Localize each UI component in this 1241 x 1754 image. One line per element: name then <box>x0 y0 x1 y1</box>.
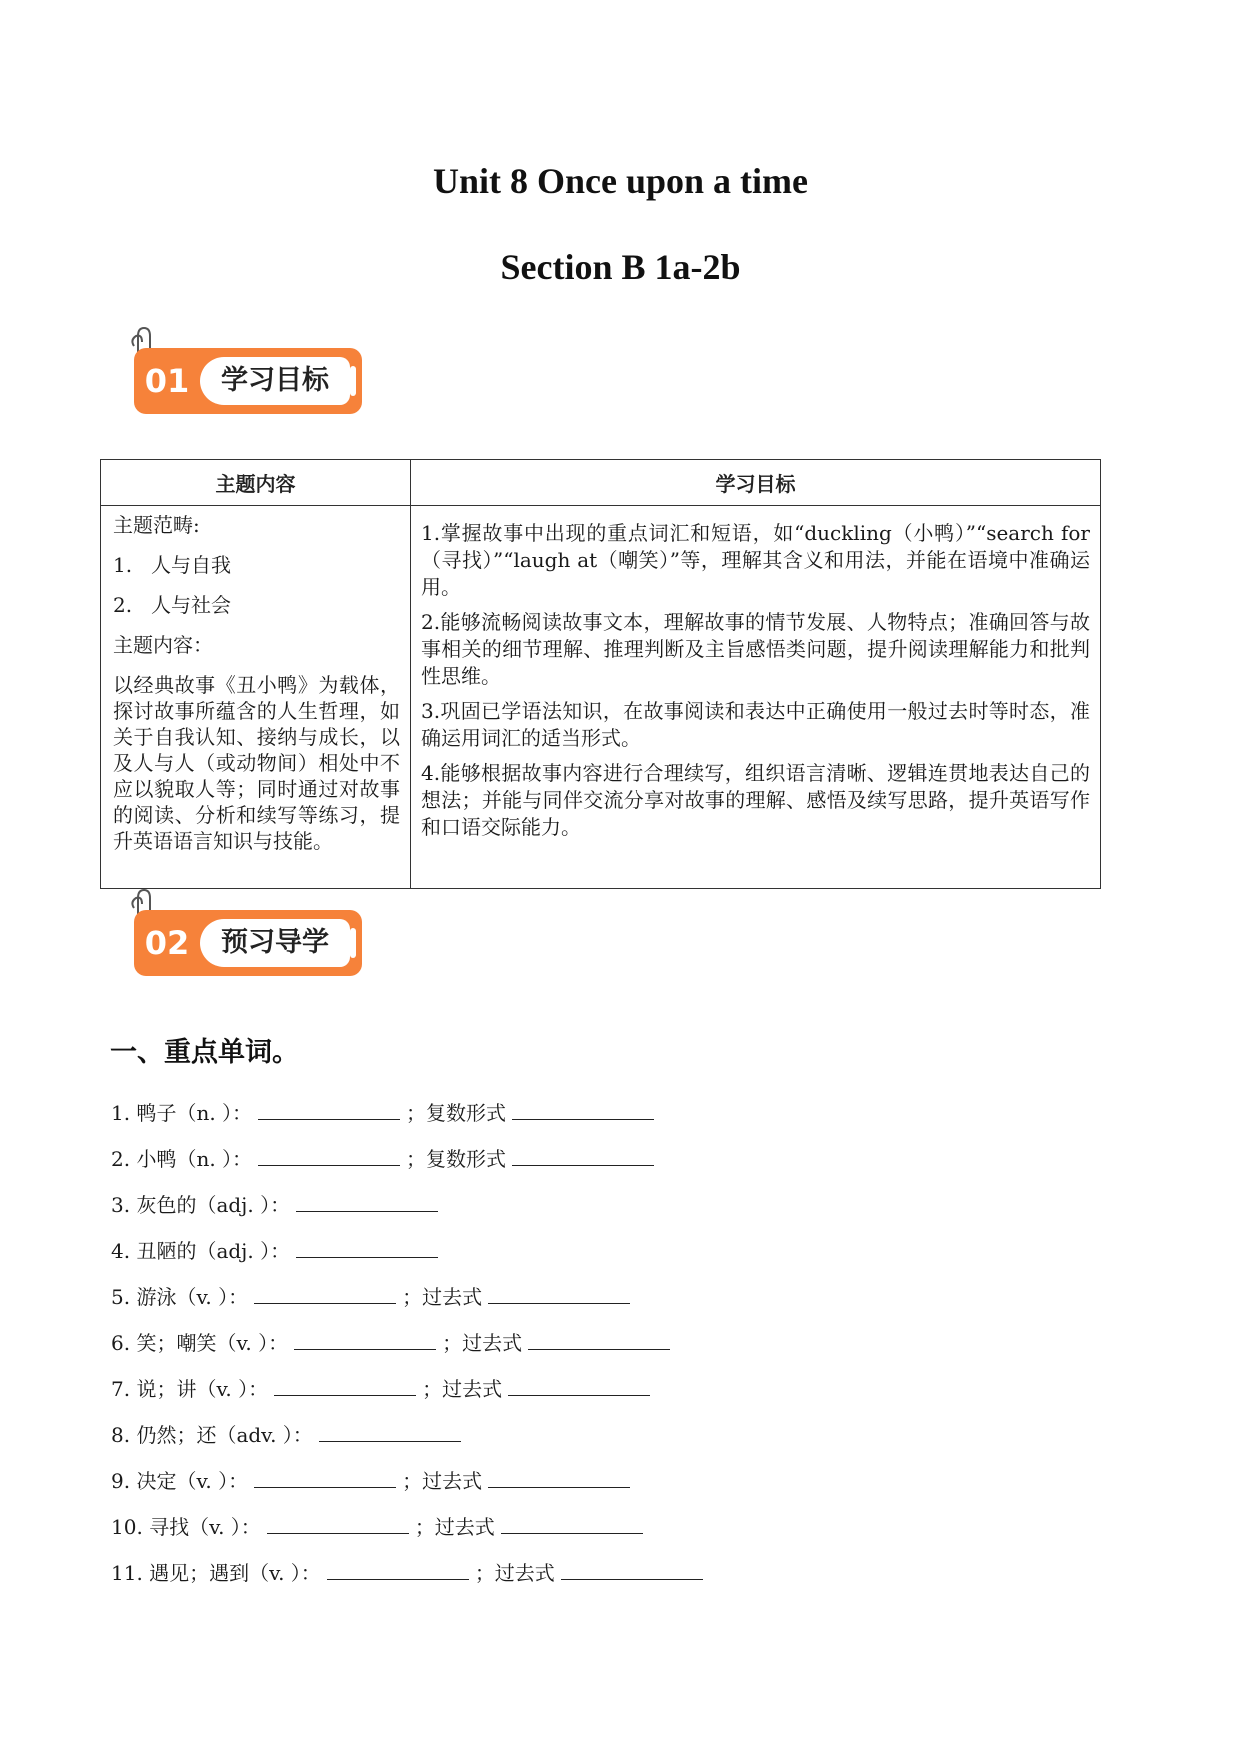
list-item <box>111 1550 1011 1596</box>
vocab-prompt: 1. 鸭子（n. ）： <box>111 1101 253 1125</box>
badge-number: 02 <box>144 924 190 962</box>
theme-item <box>113 552 400 578</box>
list-item <box>111 1136 1011 1182</box>
answer-blank[interactable] <box>488 1281 630 1304</box>
answer-blank[interactable] <box>327 1557 469 1580</box>
list-item <box>111 1366 1011 1412</box>
badge-label-box <box>200 919 350 967</box>
vocab-prompt: 5. 游泳（v. ）： <box>111 1285 249 1309</box>
theme-label: 主题范畴: <box>113 513 200 537</box>
answer-blank[interactable] <box>501 1511 643 1534</box>
content-label: 主题内容： <box>113 633 213 657</box>
theme-cell <box>101 506 411 889</box>
vocab-form-label: ；过去式 <box>422 1377 503 1401</box>
vocab-prompt: 9. 决定（v. ）： <box>111 1469 249 1493</box>
badge-tick <box>350 366 356 396</box>
vocab-form-label: ；过去式 <box>402 1285 483 1309</box>
objective-item: 4.能够根据故事内容进行合理续写，组织语言清晰、逻辑连贯地表达自己的想法；并能与同伴交流分享对故事的理解、感悟及续写思路，提升英语写作和口语交际能力。 <box>421 761 1090 839</box>
answer-blank[interactable] <box>512 1097 654 1120</box>
vocab-prompt: 7. 说；讲（v. ）： <box>111 1377 269 1401</box>
answer-blank[interactable] <box>267 1511 409 1534</box>
list-item <box>111 1320 1011 1366</box>
vocab-prompt: 6. 笑；嘲笑（v. ）： <box>111 1331 289 1355</box>
answer-blank[interactable] <box>296 1189 438 1212</box>
list-item <box>111 1182 1011 1228</box>
table-row <box>101 506 1101 889</box>
list-item <box>111 1090 1011 1136</box>
vocab-prompt: 8. 仍然；还（adv. ）： <box>111 1423 313 1447</box>
answer-blank[interactable] <box>258 1143 400 1166</box>
vocab-heading: 一、重点单词。 <box>110 1037 299 1068</box>
list-item <box>111 1412 1011 1458</box>
answer-blank[interactable] <box>254 1281 396 1304</box>
answer-blank[interactable] <box>319 1419 461 1442</box>
badge-tick <box>350 928 356 958</box>
page-title: Unit 8 Once upon a time <box>432 161 808 201</box>
vocab-form-label: ；过去式 <box>442 1331 523 1355</box>
theme-item-number: 2. <box>113 593 133 617</box>
badge-number: 01 <box>144 362 190 400</box>
goals-table <box>100 459 1101 889</box>
answer-blank[interactable] <box>561 1557 703 1580</box>
badge-label-box <box>200 357 350 405</box>
theme-item-text: 人与自我 <box>151 553 231 577</box>
list-item <box>111 1274 1011 1320</box>
vocab-prompt: 11. 遇见；遇到（v. ）： <box>111 1561 321 1585</box>
answer-blank[interactable] <box>488 1465 630 1488</box>
vocab-form-label: ；复数形式 <box>406 1101 507 1125</box>
theme-item <box>113 592 400 618</box>
answer-blank[interactable] <box>294 1327 436 1350</box>
vocab-prompt: 10. 寻找（v. ）： <box>111 1515 261 1539</box>
answer-blank[interactable] <box>528 1327 670 1350</box>
vocab-prompt: 3. 灰色的（adj. ）： <box>111 1193 291 1217</box>
list-item <box>111 1228 1011 1274</box>
objective-item: 1.掌握故事中出现的重点词汇和短语，如“duckling（小鸭）”“search for（寻找）”“laugh at（嘲笑）”等，理解其含义和用法，并能在语境中准确运用。 <box>421 521 1090 599</box>
answer-blank[interactable] <box>258 1097 400 1120</box>
vocab-form-label: ；过去式 <box>402 1469 483 1493</box>
badge-label: 学习目标 <box>221 365 329 396</box>
objective-item: 3.巩固已学语法知识，在故事阅读和表达中正确使用一般过去时等时态，准确运用词汇的适当形式。 <box>421 699 1090 750</box>
theme-item-number: 1. <box>113 553 133 577</box>
list-item <box>111 1458 1011 1504</box>
table-header-theme: 主题内容 <box>101 460 411 506</box>
table-header-row <box>101 460 1101 506</box>
table-header-objectives: 学习目标 <box>411 460 1101 506</box>
vocab-form-label: ；过去式 <box>474 1561 555 1585</box>
section-badge-objectives <box>122 326 362 416</box>
theme-item-text: 人与社会 <box>151 593 231 617</box>
vocab-prompt: 2. 小鸭（n. ）： <box>111 1147 253 1171</box>
answer-blank[interactable] <box>274 1373 416 1396</box>
section-badge-preview <box>122 888 362 978</box>
objectives-cell <box>411 506 1101 889</box>
answer-blank[interactable] <box>508 1373 650 1396</box>
answer-blank[interactable] <box>512 1143 654 1166</box>
vocab-form-label: ；复数形式 <box>406 1147 507 1171</box>
content-text: 以经典故事《丑小鸭》为载体，探讨故事所蕴含的人生哲理，如关于自我认知、接纳与成长，以及人与人（或动物间）相处中不应以貌取人等；同时通过对故事的阅读、分析和续写等练习，提升英语语言知识与技能。 <box>113 673 400 853</box>
objective-item: 2.能够流畅阅读故事文本，理解故事的情节发展、人物特点；准确回答与故事相关的细节理解、推理判断及主旨感悟类问题，提升阅读理解能力和批判性思维。 <box>421 610 1090 688</box>
list-item <box>111 1504 1011 1550</box>
badge-label: 预习导学 <box>221 927 329 958</box>
section-subtitle: Section B 1a-2b <box>500 247 741 287</box>
vocab-list <box>111 1090 1011 1596</box>
answer-blank[interactable] <box>296 1235 438 1258</box>
answer-blank[interactable] <box>254 1465 396 1488</box>
vocab-form-label: ；过去式 <box>414 1515 495 1539</box>
vocab-prompt: 4. 丑陋的（adj. ）： <box>111 1239 291 1263</box>
